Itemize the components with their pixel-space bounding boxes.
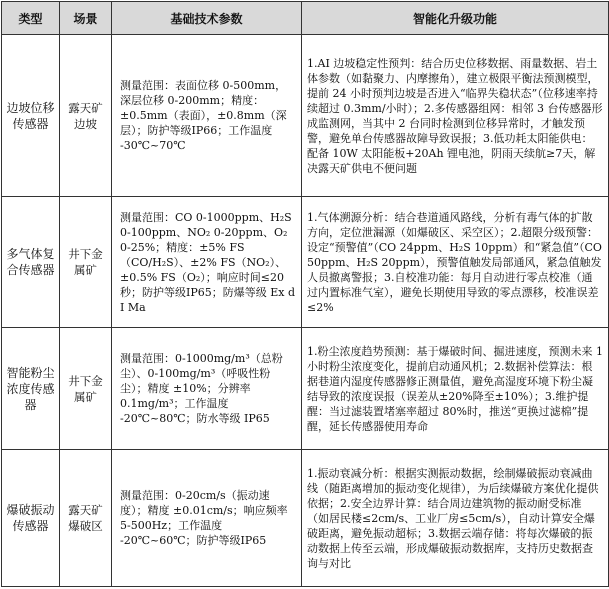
cell-params: 测量范围：0-20cm/s（振动速度）；精度 ±0.01cm/s；响应频率 5-500Hz；工作温度 -20℃~60℃；防护等级IP65 [112,450,302,587]
cell-params: 测量范围：0-1000mg/m³（总粉尘）、0-100mg/m³（呼吸性粉尘）；精度 ±10%；分辨率 0.1mg/m³；工作温度 -20℃~80℃；防水等级 IP65 [112,328,302,450]
sensor-spec-table [1,1,609,587]
header-params: 基础技术参数 [112,2,302,35]
cell-type: 爆破振动传感器 [2,450,60,587]
header-scene: 场景 [60,2,112,35]
table-header-row [2,2,609,35]
cell-type: 边坡位移传感器 [2,35,60,197]
table-row [2,450,609,587]
cell-scene: 露天矿爆破区 [60,450,112,587]
table-row [2,35,609,197]
cell-scene: 井下金属矿 [60,197,112,328]
cell-function: 1.AI 边坡稳定性预判：结合历史位移数据、雨量数据、岩土体参数（如黏聚力、内摩擦角），建立极限平衡法预测模型，提前 24 小时预判边坡是否进入“临界失稳状态”（位移速率持续超过 0.3mm/小时）；2.多传感器组网：相邻 3 台传感器形成监测网，当其中 2 台同时检测到位移异常时，才触发预警，避免单台传感器故障导致误报；3.低功耗太阳能供电：配备 10W 太阳能板+20Ah 锂电池，阴雨天续航≥7天，解决露天矿供电不便问题 [302,35,609,197]
cell-type: 多气体复合传感器 [2,197,60,328]
table-row [2,328,609,450]
cell-function: 1.气体溯源分析：结合巷道通风路线，分析有毒气体的扩散方向，定位泄漏源（如爆破区、采空区）；2.超限分级预警：设定“预警值”（CO 24ppm、H₂S 10ppm）和“紧急值”（CO 50ppm、H₂S 20ppm），预警值触发局部通风，紧急值触发人员撤离警报；3.自校准功能：每月自动进行零点校准（通过内置标准气室），避免长期使用导致的零点漂移，校准误差≤2% [302,197,609,328]
cell-type: 智能粉尘浓度传感器 [2,328,60,450]
cell-params: 测量范围：CO 0-1000ppm、H₂S 0-100ppm、NO₂ 0-20ppm、O₂ 0-25%；精度：±5% FS（CO/H₂S）、±2% FS（NO₂）、±0.5% FS（O₂）；响应时间≤20 秒；防护等级IP65；防爆等级 Ex d I Ma [112,197,302,328]
cell-function: 1.振动衰减分析：根据实测振动数据，绘制爆破振动衰减曲线（随距离增加的振动变化规律），为后续爆破方案优化提供依据；2.安全边界计算：结合周边建筑物的振动耐受标准（如居民楼≤2cm/s、工业厂房≤5cm/s），自动计算安全爆破距离，避免振动超标；3.数据云端存储：将每次爆破的振动数据上传至云端，形成爆破振动数据库，支持历史数据查询与对比 [302,450,609,587]
table-row [2,197,609,328]
cell-scene: 井下金属矿 [60,328,112,450]
header-function: 智能化升级功能 [302,2,609,35]
header-type: 类型 [2,2,60,35]
cell-function: 1.粉尘浓度趋势预测：基于爆破时间、掘进速度，预测未来 1 小时粉尘浓度变化，提前启动通风机；2.数据补偿算法：根据巷道内湿度传感器修正测量值，避免高湿度环境下粉尘凝结导致的浓度误报（误差从±20%降至±10%）；3.维护提醒：当过滤装置堵塞率超过 80%时，推送“更换过滤棉”提醒，延长传感器使用寿命 [302,328,609,450]
cell-params: 测量范围：表面位移 0-500mm，深层位移 0-200mm；精度：±0.5mm（表面），±0.8mm（深层）；防护等级IP66；工作温度 -30℃~70℃ [112,35,302,197]
cell-scene: 露天矿边坡 [60,35,112,197]
